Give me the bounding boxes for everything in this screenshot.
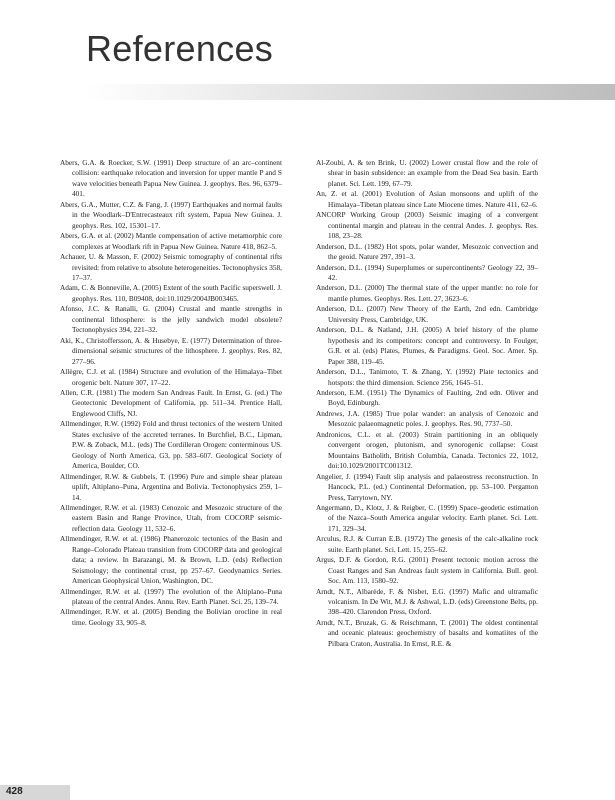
- reference-entry: Anderson, D.L. (1982) Hot spots, polar wander, Mesozoic convection and the geoid. Nature 297, 391–3.: [316, 241, 538, 262]
- reference-entry: Abers, G.A. & Roecker, S.W. (1991) Deep structure of an arc–continent collision: earthquake relocation and inversion for upper mantle P and S wave velocities beneath Papua New Guinea. J. geophys. Res. 96, 6379–401.: [60, 158, 282, 199]
- title-gradient-bar: [86, 84, 615, 100]
- reference-entry: Argus, D.F. & Gordon, R.G. (2001) Present tectonic motion across the Coast Ranges and San Andreas fault system in California. Bull. geol. Soc. Am. 113, 1580–92.: [316, 555, 538, 586]
- page-number-tab: [0, 785, 70, 800]
- reference-entry: Angermann, D., Klotz, J. & Reigber, C. (1999) Space–geodetic estimation of the Nazca–South America angular velocity. Earth planet. Sci. Lett. 171, 329–34.: [316, 502, 538, 533]
- reference-entry: Allmendinger, R.W. et al. (1997) The evolution of the Altiplano–Puna plateau of the central Andes. Annu. Rev. Earth Planet. Sci. 25, 139–74.: [60, 586, 282, 607]
- reference-entry: Adam, C. & Bonneville, A. (2005) Extent of the south Pacific superswell. J. geophys. Res. 110, B09408, doi:10.1029/2004JB003465.: [60, 283, 282, 303]
- reference-entry: Angelier, J. (1994) Fault slip analysis and palaeostress reconstruction. In Hancock, P.L. (ed.) Continental Deformation, pp. 53–100. Pergamon Press, Tarrytown, NY.: [316, 471, 538, 502]
- reference-entry: Anderson, D.L. (2007) New Theory of the Earth, 2nd edn. Cambridge University Press, Cambridge, UK.: [316, 304, 538, 324]
- reference-entry: An, Z. et al. (2001) Evolution of Asian monsoons and uplift of the Himalaya–Tibetan plateau since Late Miocene times. Nature 411, 62–6.: [316, 189, 538, 209]
- reference-entry: Anderson, D.L., Tanimoto, T. & Zhang, Y. (1992) Plate tectonics and hotspots: the third dimension. Science 256, 1645–51.: [316, 367, 538, 387]
- reference-entry: Achauer, U. & Masson, F. (2002) Seismic tomography of continental rifts revisited: from relative to absolute heterogeneities. Tectonophysics 358, 17–37.: [60, 252, 282, 282]
- reference-entry: Anderson, D.L. (2000) The thermal state of the upper mantle: no role for mantle plumes. Geophys. Res. Lett. 27, 3623–6.: [316, 283, 538, 303]
- reference-entry: Allmendinger, R.W. et al. (1983) Cenozoic and Mesozoic structure of the eastern Basin and Range Province, Utah, from COCORP seismic-reflection data. Geology 11, 532–6.: [60, 502, 282, 533]
- reference-entry: Afonso, J.C. & Ranalli, G. (2004) Crustal and mantle strengths in continental lithosphere: is the jelly sandwich model obsolete? Tectonophysics 394, 221–32.: [60, 304, 282, 335]
- page-number: 428: [6, 786, 23, 797]
- reference-entry: Arculus, R.J. & Curran E.B. (1972) The genesis of the calc-alkaline rock suite. Earth planet. Sci. Lett. 15, 255–62.: [316, 534, 538, 554]
- reference-entry: Anderson, D.L. (1994) Superplumes or supercontinents? Geology 22, 39–42.: [316, 262, 538, 282]
- reference-entry: Allmendinger, R.W. (1992) Fold and thrust tectonics of the western United States exclusive of the accreted terranes. In Burchfiel, B.C., Lipman, P.W. & Zoback, M.L. (eds) The Cordilleran Orogen: conterminous US. Geology of North America, G3, pp. 583–607. Geological Society of America, Boulder, CO.: [60, 419, 282, 471]
- reference-entry: Abers, G.A. et al. (2002) Mantle compensation of active metamorphic core complexes at Woodlark rift in Papua New Guinea. Nature 418, 862–5.: [60, 231, 282, 251]
- page-title: References: [86, 28, 274, 69]
- reference-entry: Abers, G.A., Mutter, C.Z. & Fang, J. (1997) Earthquakes and normal faults in the Woodlark–D'Entrecasteaux rift system, Papua New Guinea. J. geophys. Res. 102, 15301–17.: [60, 199, 282, 230]
- reference-entry: Al-Zoubi, A. & ten Brink, U. (2002) Lower crustal flow and the role of shear in basin subsidence: an example from the Dead Sea basin. Earth planet. Sci. Lett. 199, 67–79.: [316, 158, 538, 188]
- reference-entry: ANCORP Working Group (2003) Seismic imaging of a convergent continental margin and plateau in the central Andes. J. geophys. Res. 108, 23–28.: [316, 210, 538, 241]
- references-column-right: [316, 158, 538, 649]
- reference-entry: Arndt, N.T., Bruzak, G. & Reischmann, T. (2001) The oldest continental and oceanic plateaus: geochemistry of basalts and komatiites of the Pilbara Craton, Australia. In Ernst, R.E. &: [316, 617, 538, 648]
- reference-entry: Andrews, J.A. (1985) True polar wander: an analysis of Cenozoic and Mesozoic palaeomagnetic poles. J. geophys. Res. 90, 7737–50.: [316, 408, 538, 429]
- reference-entry: Allègre, C.J. et al. (1984) Structure and evolution of the Himalaya–Tibet orogenic belt. Nature 307, 17–22.: [60, 367, 282, 387]
- reference-entry: Allmendinger, R.W. et al. (1986) Phanerozoic tectonics of the Basin and Range–Colorado Plateau transition from COCORP data and geological data; a review. In Barazangi, M. & Brown, L.D. (eds) Reflection Seismology; the continental crust, pp 257–67. Geodynamics Series. American Geophysical Union, Washington, DC.: [60, 534, 282, 586]
- reference-entry: Anderson, D.L. & Natland, J.H. (2005) A brief history of the plume hypothesis and its competitors: concept and controversy. In Foulger, G.R. et al. (eds) Plates, Plumes, & Paradigms. Geol. Soc. Amer. Sp. Paper 388, 119–45.: [316, 325, 538, 366]
- reference-entry: Arndt, N.T., Albarède, F. & Nisbet, E.G. (1997) Mafic and ultramafic volcanism. In De Wit, M.J. & Ashwal, L.D. (eds) Greenstone Belts, pp. 398–420. Clarendon Press, Oxford.: [316, 586, 538, 617]
- reference-entry: Andronicos, C.L. et al. (2003) Strain partitioning in an obliquely convergent orogen, plutonism, and synorogenic collapse: Coast Mountains Batholith, British Columbia, Canada. Tectonics 22, 1012, doi:10.1029/2001TC001312.: [316, 429, 538, 471]
- reference-entry: Anderson, E.M. (1951) The Dynamics of Faulting, 2nd edn. Oliver and Boyd, Edinburgh.: [316, 387, 538, 408]
- reference-entry: Aki, K., Christoffersson, A. & Husebye, E. (1977) Determination of three-dimensional seismic structures of the lithosphere. J. geophys. Res. 82, 277–96.: [60, 335, 282, 366]
- reference-entry: Allen, C.R. (1981) The modern San Andreas Fault. In Ernst, G. (ed.) The Geotectonic Development of California, pp. 511–34. Prentice Hall, Englewood Cliffs, NJ.: [60, 387, 282, 418]
- references-column-left: [60, 158, 282, 628]
- reference-entry: Allmendinger, R.W. & Gubbels, T. (1996) Pure and simple shear plateau uplift, Altiplano–Puna, Argentina and Bolivia. Tectonophysics 259, 1–14.: [60, 471, 282, 502]
- reference-entry: Allmendinger, R.W. et al. (2005) Bending the Bolivian orocline in real time. Geology 33, 905–8.: [60, 607, 282, 627]
